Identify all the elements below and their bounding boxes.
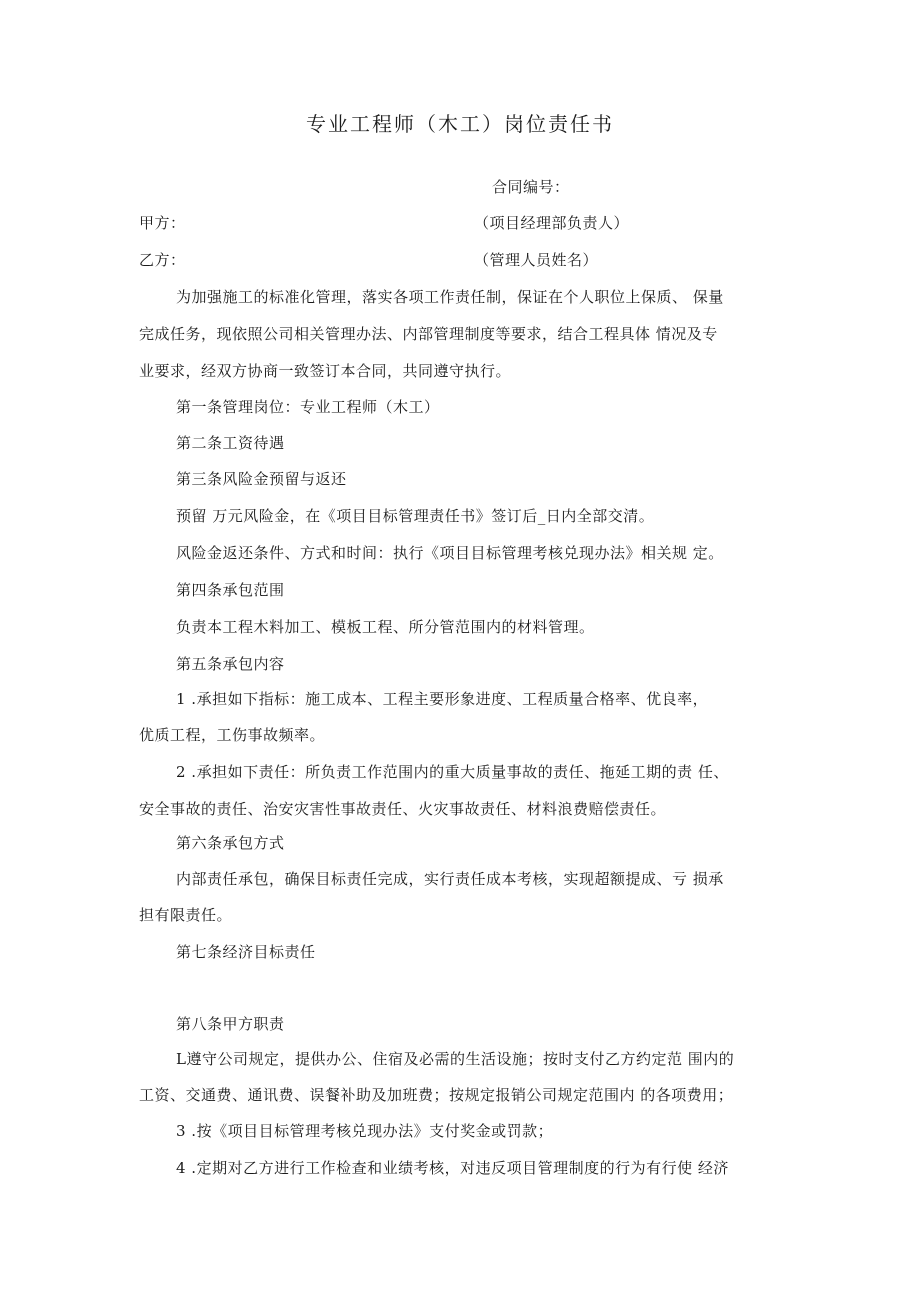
- contract-number-label: 合同编号：: [492, 178, 570, 196]
- list-item: 工资、交通费、通讯费、误餐补助及加班费；按规定报销公司规定范围内 的各项费用；: [139, 1086, 734, 1104]
- article-heading: 第四条承包范围: [176, 581, 285, 599]
- list-item: 2 .承担如下责任：所负责工作范围内的重大质量事故的责任、拖延工期的责 任、: [176, 763, 729, 781]
- party-a-role: （项目经理部负责人）: [474, 214, 630, 232]
- paragraph-line: 负责本工程木料加工、模板工程、所分管范围内的材料管理。: [176, 618, 595, 636]
- document-title: 专业工程师（木工）岗位责任书: [306, 112, 614, 136]
- paragraph-line: 风险金返还条件、方式和时间：执行《项目目标管理考核兑现办法》相关规 定。: [176, 544, 724, 562]
- paragraph-line: 为加强施工的标准化管理，落实各项工作责任制，保证在个人职位上保质、 保量: [176, 288, 724, 306]
- article-heading: 第八条甲方职责: [176, 1015, 285, 1033]
- article-heading: 第二条工资待遇: [176, 434, 285, 452]
- list-item: 3 .按《项目目标管理考核兑现办法》支付奖金或罚款；: [176, 1122, 554, 1140]
- list-item: 1 .承担如下指标：施工成本、工程主要形象进度、工程质量合格率、优良率，: [176, 690, 709, 708]
- list-item: 优质工程，工伤事故频率。: [139, 726, 326, 744]
- party-a-label: 甲方：: [139, 214, 186, 232]
- party-b-label: 乙方：: [139, 251, 186, 269]
- article-heading: 第六条承包方式: [176, 834, 285, 852]
- list-item: 安全事故的责任、治安灾害性事故责任、火灾事故责任、材料浪费赔偿责任。: [139, 800, 667, 818]
- article-heading: 第五条承包内容: [176, 655, 285, 673]
- list-item: 4 .定期对乙方进行工作检查和业绩考核，对违反项目管理制度的行为有行使 经济: [176, 1159, 729, 1177]
- paragraph-line: 完成任务，现依照公司相关管理办法、内部管理制度等要求，结合工程具体 情况及专: [139, 325, 718, 343]
- article-heading: 第一条管理岗位：专业工程师（木工）: [176, 398, 440, 416]
- list-item: L遵守公司规定，提供办公、住宿及必需的生活设施；按时支付乙方约定范 围内的: [176, 1050, 735, 1068]
- paragraph-line: 业要求，经双方协商一致签订本合同，共同遵守执行。: [139, 362, 512, 380]
- article-heading: 第三条风险金预留与返还: [176, 470, 347, 488]
- party-b-role: （管理人员姓名）: [474, 251, 599, 269]
- paragraph-line: 预留 万元风险金，在《项目目标管理责任书》签订后_日内全部交清。: [176, 507, 655, 525]
- paragraph-line: 担有限责任。: [139, 906, 233, 924]
- paragraph-line: 内部责任承包，确保目标责任完成，实行责任成本考核，实现超额提成、亏 损承: [176, 870, 724, 888]
- article-heading: 第七条经济目标责任: [176, 943, 316, 961]
